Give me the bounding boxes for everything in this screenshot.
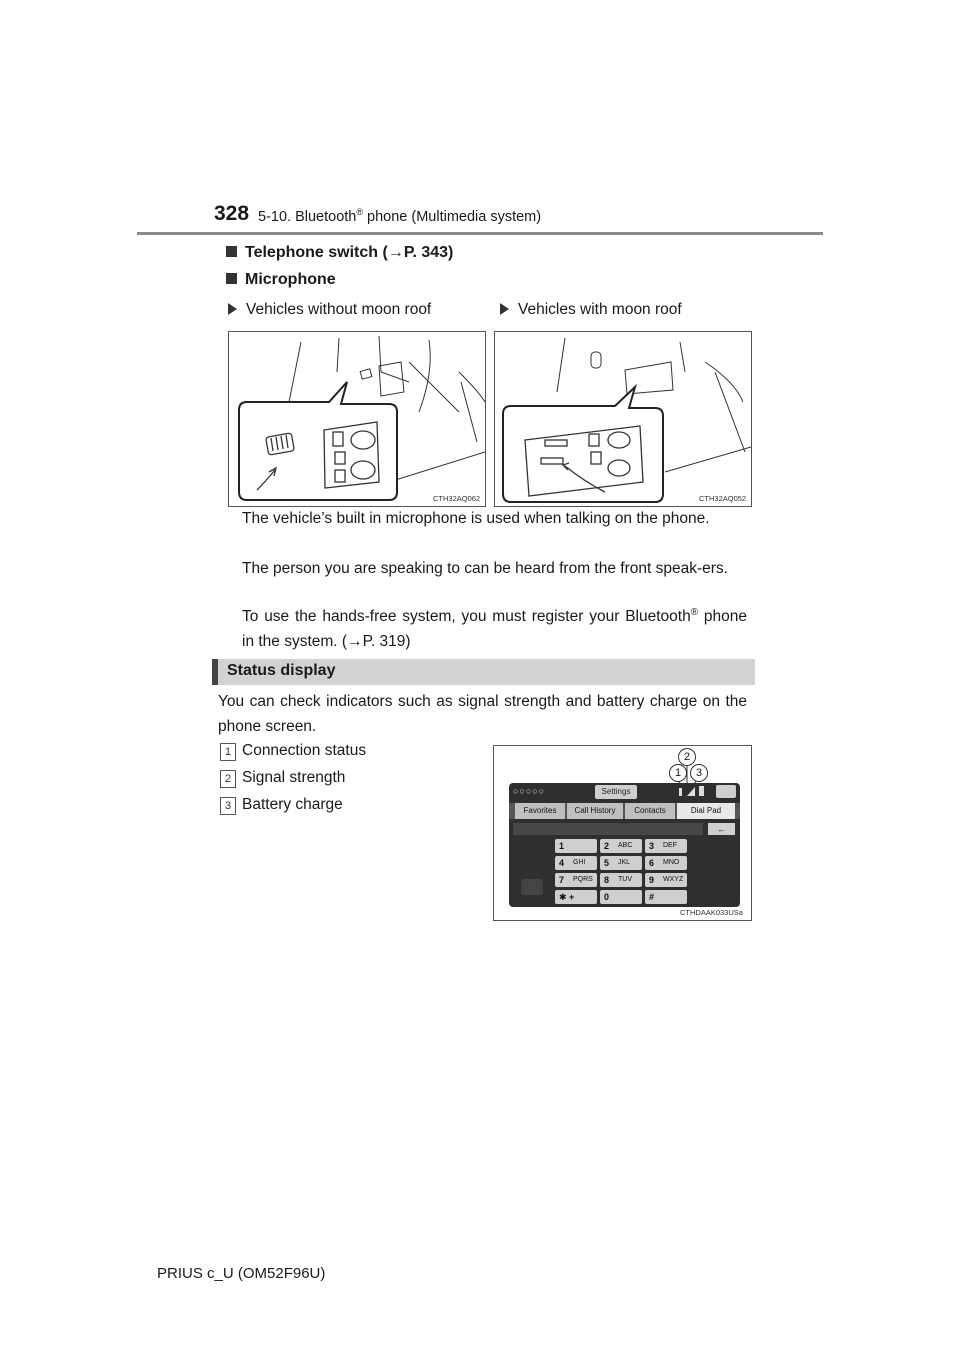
page-number: 328 [214, 202, 250, 225]
keypad-key[interactable] [555, 890, 597, 904]
keypad-letters: MNO [663, 859, 680, 866]
tab-call-history[interactable]: Call History [567, 803, 623, 819]
keypad-key[interactable] [555, 839, 597, 853]
keypad-key[interactable] [645, 890, 687, 904]
backspace-button[interactable]: ← [708, 823, 735, 835]
heading-microphone: Microphone [226, 271, 336, 289]
keypad-key[interactable] [555, 873, 597, 887]
callout-2: 2 [678, 748, 696, 766]
message-icon[interactable] [716, 785, 736, 798]
tab-contacts[interactable]: Contacts [625, 803, 675, 819]
keypad-key[interactable] [645, 856, 687, 870]
keypad-digit: 8 [604, 875, 610, 885]
keypad-letters: ABC [618, 842, 633, 849]
keypad-digit: # [649, 892, 655, 902]
callout-lines [494, 746, 751, 786]
item-number-2: 2 [220, 770, 236, 788]
call-icon[interactable] [521, 879, 543, 895]
item-signal-strength: Signal strength [242, 769, 346, 786]
keypad-letters: GHI [573, 859, 586, 866]
phone-screen-figure [493, 745, 752, 921]
signal-strength-icon [687, 787, 695, 796]
callout-3: 3 [690, 764, 708, 782]
triangle-bullet-icon [228, 303, 237, 315]
figure-code-screen: CTHDAAK033USa [680, 908, 743, 917]
footer-model: PRIUS c_U (OM52F96U) [157, 1265, 326, 1282]
figure-code-right: CTH32AQ052 [699, 494, 747, 503]
header-rule [137, 232, 823, 235]
number-entry-field[interactable] [513, 823, 703, 835]
keypad-digit: 5 [604, 858, 610, 868]
keypad-key[interactable] [555, 856, 597, 870]
caption-without-moon-roof: Vehicles without moon roof [228, 301, 431, 319]
keypad-digit: 2 [604, 841, 610, 851]
item-battery-charge: Battery charge [242, 796, 343, 813]
dial-keypad [555, 839, 687, 905]
keypad-letters: PQRS [573, 876, 593, 883]
item-number-3: 3 [220, 797, 236, 815]
keypad-key[interactable] [645, 873, 687, 887]
keypad-key[interactable] [600, 839, 642, 853]
battery-charge-icon [699, 786, 704, 796]
keypad-digit: 0 [604, 892, 610, 902]
tab-favorites[interactable]: Favorites [515, 803, 565, 819]
paragraph-front-speakers: The person you are speaking to can be heard from the front speak-ers. [242, 560, 728, 577]
tab-dial-pad[interactable]: Dial Pad [677, 803, 735, 819]
square-bullet-icon [226, 273, 237, 284]
illustration-with-moon-roof [494, 331, 752, 507]
keypad-key[interactable] [645, 839, 687, 853]
paragraph-status-intro: You can check indicators such as signal strength and battery charge on the phone screen. [218, 693, 747, 735]
connection-status-icon [679, 788, 682, 796]
paragraph-microphone-usage: The vehicle’s built in microphone is used when talking on the phone. [242, 510, 710, 527]
square-bullet-icon [226, 246, 237, 257]
screen-settings-button[interactable]: Settings [595, 785, 637, 799]
item-number-1: 1 [220, 743, 236, 761]
keypad-digit: 7 [559, 875, 565, 885]
keypad-key[interactable] [600, 890, 642, 904]
keypad-letters: JKL [618, 859, 631, 866]
keypad-digit: 4 [559, 858, 565, 868]
status-display-heading: Status display [212, 659, 755, 685]
callout-1: 1 [669, 764, 687, 782]
multimedia-screen [509, 783, 740, 907]
overhead-console-illustration [229, 332, 485, 506]
caption-with-moon-roof: Vehicles with moon roof [500, 301, 682, 319]
screen-status-dots: ○○○○○ [513, 786, 546, 796]
keypad-letters: WXYZ [663, 876, 684, 883]
overhead-console-moonroof-illustration [495, 332, 751, 506]
keypad-digit: 3 [649, 841, 655, 851]
keypad-digit: ✱ + [559, 892, 575, 902]
section-title: 5-10. Bluetooth® phone (Multimedia system) [258, 207, 542, 225]
item-connection-status: Connection status [242, 742, 367, 759]
keypad-letters: TUV [618, 876, 632, 883]
keypad-digit: 6 [649, 858, 655, 868]
keypad-key[interactable] [600, 873, 642, 887]
keypad-digit: 1 [559, 841, 565, 851]
illustration-without-moon-roof [228, 331, 486, 507]
heading-telephone-switch: Telephone switch (→P. 343) [226, 244, 453, 262]
paragraph-register-phone: To use the hands-free system, you must register your Bluetooth® phone in the system. (→P. 319) [242, 606, 747, 650]
figure-code-left: CTH32AQ062 [433, 494, 481, 503]
keypad-key[interactable] [600, 856, 642, 870]
keypad-letters: DEF [663, 842, 677, 849]
keypad-digit: 9 [649, 875, 655, 885]
triangle-bullet-icon [500, 303, 509, 315]
